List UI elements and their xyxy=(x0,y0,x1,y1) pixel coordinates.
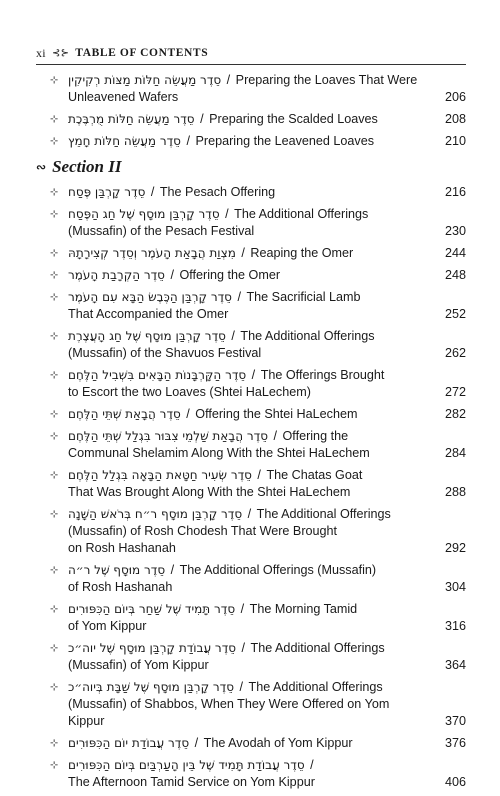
page-number: xi xyxy=(36,45,46,60)
page-ref: 304 xyxy=(444,580,466,594)
separator: / xyxy=(233,290,245,304)
separator: / xyxy=(147,185,158,199)
english-title-continued: (Mussafin) of Rosh Chodesh That Were Brought xyxy=(68,524,338,538)
english-title: The Avodah of Yom Kippur xyxy=(203,736,353,750)
hebrew-title: סֵדֶר מַעֲשֵׂה חַלּוֹת חָמֵץ xyxy=(68,134,181,148)
page-ref: 248 xyxy=(444,268,466,282)
english-title: Preparing the Scalded Loaves xyxy=(209,112,378,126)
page-ref: 316 xyxy=(444,619,466,633)
english-title: Reaping the Omer xyxy=(250,246,354,260)
hebrew-title: סֵדֶר עֲבוֹדַת יוֹם הַכִּפּוּרִים xyxy=(68,736,190,750)
english-title: Preparing the Leavened Loaves xyxy=(195,134,375,148)
hebrew-title: סֵדֶר עֲבוֹדַת תָּמִיד שֶׁל בֵּין הָעַרְבַּיִם בְּיוֹם הַכִּפּוּרִים xyxy=(68,758,305,772)
separator: / xyxy=(237,246,249,260)
toc-entry[interactable] xyxy=(36,506,466,557)
english-title-continued: (Mussafin) of the Pesach Festival xyxy=(68,224,255,238)
header-ornament-icon: ⊰⊱ xyxy=(51,47,70,59)
page-ref: 376 xyxy=(444,736,466,750)
english-title: The Additional Offerings xyxy=(256,507,391,521)
diamond-bullet-icon: ⊹ xyxy=(50,643,59,654)
running-header xyxy=(36,44,466,62)
hebrew-title: סֵדֶר הֲבָאַת שְׁתֵּי הַלֶּחֶם xyxy=(68,407,181,421)
english-title: Preparing the Loaves That Were Unleavened Wafers xyxy=(68,73,418,104)
diamond-bullet-icon: ⊹ xyxy=(50,738,59,749)
english-title: The Chatas Goat xyxy=(266,468,363,482)
toc-entry[interactable] xyxy=(36,328,466,362)
separator: / xyxy=(166,268,178,282)
diamond-bullet-icon: ⊹ xyxy=(50,292,59,303)
page-ref: 292 xyxy=(444,541,466,555)
page-ref: 364 xyxy=(444,658,466,672)
diamond-bullet-icon: ⊹ xyxy=(50,760,59,771)
english-title-continued: of Yom Kippur xyxy=(68,619,147,633)
hebrew-title: סֵדֶר מוּסָף שֶׁל ר״ה xyxy=(68,563,166,577)
diamond-bullet-icon: ⊹ xyxy=(50,509,59,520)
english-title-continued: (Mussafin) of Shabbos, When They Were Offered on Yom Kippur xyxy=(68,697,390,728)
page-ref: 230 xyxy=(444,224,466,238)
hebrew-title: סֵדֶר שְׂעִיר חַטָּאת הַבָּאָה בִּגְלַל הַלֶּחֶם xyxy=(68,468,252,482)
toc-entry[interactable] xyxy=(36,111,466,128)
separator: / xyxy=(237,602,248,616)
hebrew-title: סֵדֶר קָרְבַּן הַכֶּבֶשׂ הַבָּא עִם הָעֹמֶר xyxy=(68,290,232,304)
hebrew-title: סֵדֶר מַעֲשֵׂה חַלּוֹת מַצּוֹת רְקִיקִין xyxy=(68,73,222,87)
page-ref: 284 xyxy=(444,446,466,460)
hebrew-title: סֵדֶר קָרְבַּן מוּסָף ר״ח בְּרֹאשׁ הַשָּׁנָה xyxy=(68,507,243,521)
english-title-continued: That Was Brought Along With the Shtei HaLechem xyxy=(68,485,351,499)
section-heading xyxy=(36,156,466,178)
hebrew-title: סֵדֶר עֲבוֹדַת קָרְבַּן מוּסָף שֶׁל יוה״כ xyxy=(68,641,237,655)
english-title-continued: That Accompanied the Omer xyxy=(68,307,229,321)
english-title: The Pesach Offering xyxy=(159,185,276,199)
hebrew-title: סֵדֶר קָרְבַּן מוּסָף שֶׁל חַג הַפֶּסַח xyxy=(68,207,220,221)
separator: / xyxy=(182,134,194,148)
diamond-bullet-icon: ⊹ xyxy=(50,370,59,381)
diamond-bullet-icon: ⊹ xyxy=(50,209,59,220)
diamond-bullet-icon: ⊹ xyxy=(50,270,59,281)
page-ref: 206 xyxy=(444,90,466,104)
toc-entry[interactable] xyxy=(36,133,466,150)
page-ref: 288 xyxy=(444,485,466,499)
toc-entry[interactable] xyxy=(36,735,466,752)
separator: / xyxy=(238,641,249,655)
separator: / xyxy=(167,563,178,577)
separator: / xyxy=(253,468,265,482)
hebrew-title: סֵדֶר מַעֲשֵׂה חַלּוֹת מֻרְבֶּכֶת xyxy=(68,112,195,126)
page-ref: 252 xyxy=(444,307,466,321)
hebrew-title: סֵדֶר קָרְבַּן מוּסָף שֶׁל חַג הָעֲצֶרֶת xyxy=(68,329,226,343)
english-title: Offering the xyxy=(282,429,349,443)
page-ref: 208 xyxy=(444,112,466,126)
table-of-contents xyxy=(36,72,466,796)
diamond-bullet-icon: ⊹ xyxy=(50,470,59,481)
english-title-continued: on Rosh Hashanah xyxy=(68,541,176,555)
diamond-bullet-icon: ⊹ xyxy=(50,75,59,86)
page-ref: 216 xyxy=(444,185,466,199)
toc-entry[interactable] xyxy=(36,245,466,262)
toc-entry[interactable] xyxy=(36,289,466,323)
diamond-bullet-icon: ⊹ xyxy=(50,187,59,198)
section-ornament-icon: ∾ xyxy=(36,160,47,174)
diamond-bullet-icon: ⊹ xyxy=(50,409,59,420)
diamond-bullet-icon: ⊹ xyxy=(50,331,59,342)
toc-entry[interactable] xyxy=(36,72,466,106)
diamond-bullet-icon: ⊹ xyxy=(50,682,59,693)
english-title-continued: Communal Shelamim Along With the Shtei HaLechem xyxy=(68,446,370,460)
hebrew-title: מִצְוַת הֲבָאַת הָעֹמֶר וְסֵדֶר קְצִירָתָהּ xyxy=(68,246,236,260)
hebrew-title: סֵדֶר קָרְבַּן פֶּסַח xyxy=(68,185,146,199)
toc-entry[interactable] xyxy=(36,367,466,401)
hebrew-title: סֵדֶר הַקָּרְבָּנוֹת הַבָּאִים בִּשְׁבִיל הַלֶּחֶם xyxy=(68,368,247,382)
hebrew-title: סֵדֶר קָרְבַּן מוּסָף שֶׁל שַׁבָּת בְּיוה״כ xyxy=(68,680,235,694)
english-title: The Sacrificial Lamb xyxy=(246,290,361,304)
separator: / xyxy=(221,207,233,221)
section-label: Section II xyxy=(52,157,122,176)
diamond-bullet-icon: ⊹ xyxy=(50,604,59,615)
english-title-continued: (Mussafin) of Yom Kippur xyxy=(68,658,209,672)
english-title-continued: (Mussafin) of the Shavuos Festival xyxy=(68,346,262,360)
toc-entry[interactable] xyxy=(36,601,466,635)
separator: / xyxy=(244,507,255,521)
header-title: TABLE OF CONTENTS xyxy=(75,47,209,59)
english-title: Offering the Shtei HaLechem xyxy=(195,407,358,421)
page-ref: 262 xyxy=(444,346,466,360)
page-ref: 406 xyxy=(444,775,466,789)
toc-entry[interactable] xyxy=(36,184,466,201)
english-title: The Additional Offerings xyxy=(240,329,375,343)
separator: / xyxy=(248,368,259,382)
page-ref: 282 xyxy=(444,407,466,421)
toc-entry[interactable] xyxy=(36,406,466,423)
english-title: The Morning Tamid xyxy=(249,602,358,616)
page-ref: 244 xyxy=(444,246,466,260)
page-ref: 272 xyxy=(444,385,466,399)
separator: / xyxy=(306,758,314,772)
diamond-bullet-icon: ⊹ xyxy=(50,565,59,576)
separator: / xyxy=(227,329,239,343)
page-ref: 370 xyxy=(444,714,466,728)
english-title: The Offerings Brought xyxy=(260,368,385,382)
separator: / xyxy=(223,73,234,87)
diamond-bullet-icon: ⊹ xyxy=(50,114,59,125)
english-title: The Additional Offerings xyxy=(248,680,383,694)
separator: / xyxy=(182,407,194,421)
header-rule xyxy=(36,64,466,65)
english-title-continued: The Afternoon Tamid Service on Yom Kippur xyxy=(68,775,315,789)
english-title-continued: to Escort the two Loaves (Shtei HaLechem) xyxy=(68,385,311,399)
separator: / xyxy=(191,736,202,750)
toc-entry[interactable] xyxy=(36,267,466,284)
toc-entry[interactable] xyxy=(36,467,466,501)
english-title: The Additional Offerings (Mussafin) xyxy=(179,563,377,577)
toc-entry[interactable] xyxy=(36,640,466,674)
page-ref: 210 xyxy=(444,134,466,148)
toc-entry[interactable] xyxy=(36,757,466,791)
separator: / xyxy=(270,429,281,443)
english-title: The Additional Offerings xyxy=(234,207,369,221)
hebrew-title: סֵדֶר תָּמִיד שֶׁל שַׁחַר בְּיוֹם הַכִּפּוּרִים xyxy=(68,602,236,616)
hebrew-title: סֵדֶר הַקְרָבַת הָעֹמֶר xyxy=(68,268,165,282)
diamond-bullet-icon: ⊹ xyxy=(50,248,59,259)
separator: / xyxy=(196,112,208,126)
toc-entry[interactable] xyxy=(36,562,466,596)
toc-entry[interactable] xyxy=(36,206,466,240)
separator: / xyxy=(236,680,247,694)
toc-entry[interactable] xyxy=(36,428,466,462)
diamond-bullet-icon: ⊹ xyxy=(50,431,59,442)
english-title-continued: of Rosh Hashanah xyxy=(68,580,173,594)
hebrew-title: סֵדֶר הֲבָאַת שַׁלְמֵי צִבּוּר בִּגְלַל שְׁתֵּי הַלֶּחֶם xyxy=(68,429,268,443)
english-title: Offering the Omer xyxy=(179,268,281,282)
english-title: The Additional Offerings xyxy=(250,641,385,655)
diamond-bullet-icon: ⊹ xyxy=(50,136,59,147)
toc-entry[interactable] xyxy=(36,679,466,730)
